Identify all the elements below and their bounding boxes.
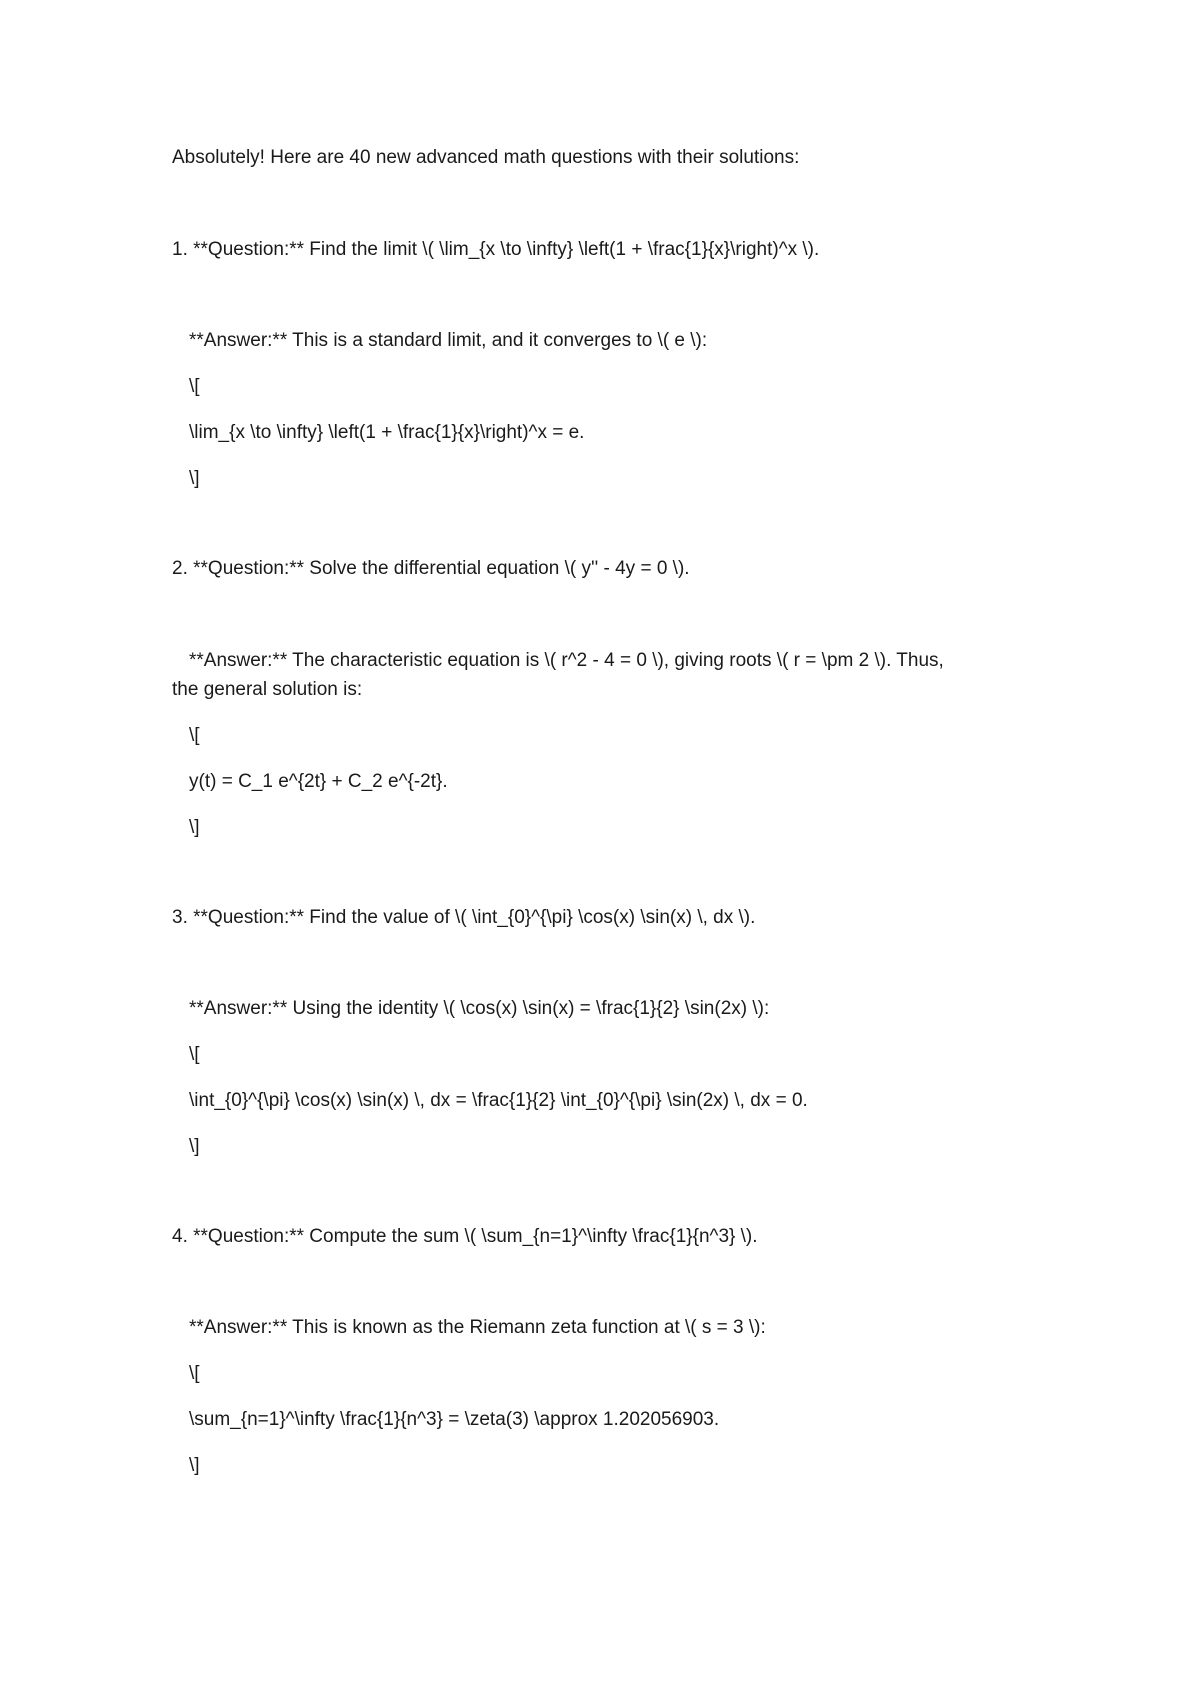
question-3: 3. **Question:** Find the value of \( \int_{0}^{\pi} \cos(x) \sin(x) \, dx \). [172,907,756,928]
answer-3-display-math: \int_{0}^{\pi} \cos(x) \sin(x) \, dx = \frac{1}{2} \int_{0}^{\pi} \sin(2x) \, dx = 0. [189,1090,808,1111]
answer-3-display-close: \] [189,1136,200,1157]
answer-4-display-close: \] [189,1455,200,1476]
answer-2-intro-cont: the general solution is: [172,679,363,700]
answer-4-display-open: \[ [189,1363,200,1384]
answer-2-intro: **Answer:** The characteristic equation is \( r^2 - 4 = 0 \), giving roots \( r = \pm 2 \). Thus, [189,650,944,671]
answer-2-display-math: y(t) = C_1 e^{2t} + C_2 e^{-2t}. [189,771,448,792]
answer-2-display-close: \] [189,817,200,838]
answer-1-display-open: \[ [189,376,200,397]
question-1: 1. **Question:** Find the limit \( \lim_{x \to \infty} \left(1 + \frac{1}{x}\right)^x \). [172,239,820,260]
answer-4-display-math: \sum_{n=1}^\infty \frac{1}{n^3} = \zeta(3) \approx 1.202056903. [189,1409,720,1430]
answer-4-intro: **Answer:** This is known as the Riemann zeta function at \( s = 3 \): [189,1317,766,1338]
answer-3-intro: **Answer:** Using the identity \( \cos(x) \sin(x) = \frac{1}{2} \sin(2x) \): [189,998,770,1019]
question-2: 2. **Question:** Solve the differential equation \( y'' - 4y = 0 \). [172,558,690,579]
answer-1-display-math: \lim_{x \to \infty} \left(1 + \frac{1}{x}\right)^x = e. [189,422,585,443]
answer-1-display-close: \] [189,468,200,489]
question-4: 4. **Question:** Compute the sum \( \sum_{n=1}^\infty \frac{1}{n^3} \). [172,1226,758,1247]
intro-text: Absolutely! Here are 40 new advanced math questions with their solutions: [172,147,800,168]
answer-2-display-open: \[ [189,725,200,746]
answer-1-intro: **Answer:** This is a standard limit, and it converges to \( e \): [189,330,708,351]
answer-3-display-open: \[ [189,1044,200,1065]
